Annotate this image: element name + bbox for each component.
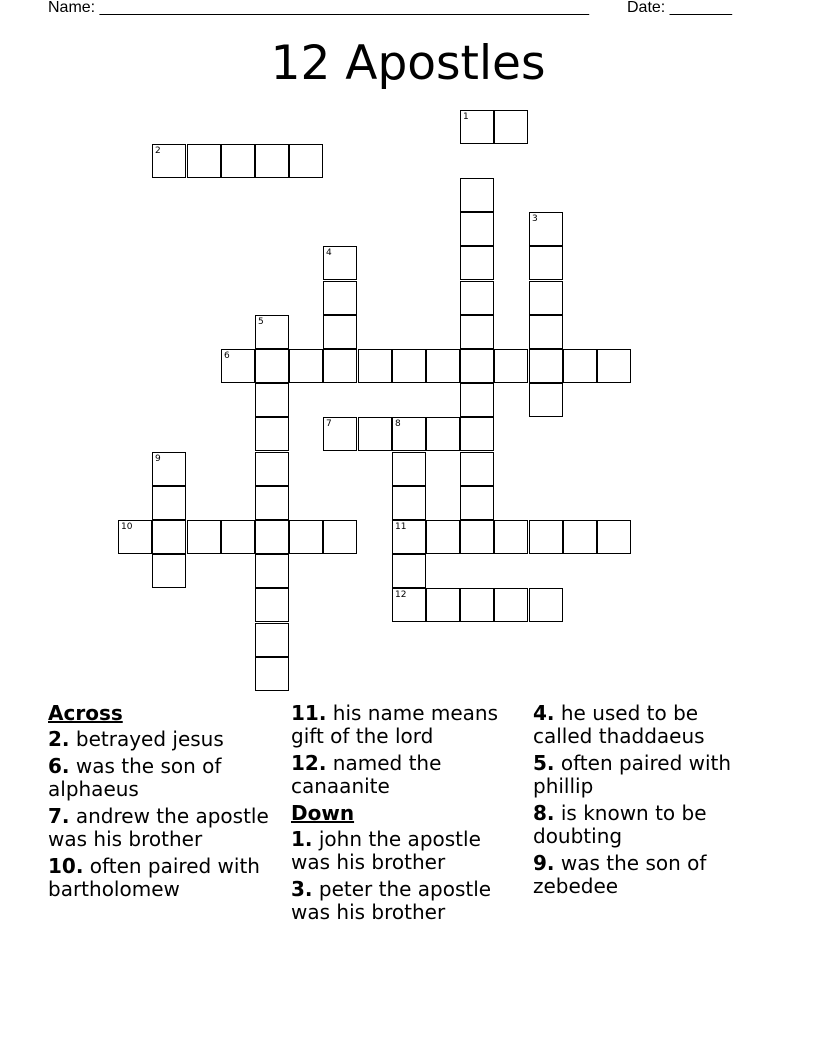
clue-text: named the canaanite	[291, 751, 442, 798]
clue-text: was the son of alphaeus	[48, 754, 222, 801]
cell-number: 4	[326, 248, 332, 258]
grid-cell[interactable]	[460, 212, 494, 246]
clue-text: was the son of zebedee	[533, 851, 707, 898]
grid-cell[interactable]	[563, 520, 597, 554]
grid-cell[interactable]	[426, 349, 460, 383]
grid-cell[interactable]	[392, 417, 426, 451]
grid-cell[interactable]	[426, 417, 460, 451]
grid-cell[interactable]	[323, 281, 357, 315]
grid-cell[interactable]	[255, 657, 289, 691]
clue-text: he used to be called thaddaeus	[533, 701, 705, 748]
clue-number: 1.	[291, 827, 313, 851]
cell-number: 12	[395, 590, 407, 600]
grid-cell[interactable]	[392, 452, 426, 486]
grid-cell[interactable]	[529, 520, 563, 554]
grid-cell[interactable]	[529, 588, 563, 622]
grid-cell[interactable]	[358, 417, 392, 451]
clue-text: john the apostle was his brother	[291, 827, 481, 874]
clue-item	[291, 878, 516, 924]
clue-number: 4.	[533, 701, 555, 725]
cell-number: 3	[532, 214, 538, 224]
clue-number: 5.	[533, 751, 555, 775]
grid-cell[interactable]	[323, 349, 357, 383]
grid-cell[interactable]	[460, 588, 494, 622]
grid-cell[interactable]	[563, 349, 597, 383]
cell-number: 2	[155, 146, 161, 156]
grid-cell[interactable]	[392, 349, 426, 383]
grid-cell[interactable]	[255, 383, 289, 417]
cell-number: 7	[326, 419, 332, 429]
grid-cell[interactable]	[597, 349, 631, 383]
clue-number: 7.	[48, 804, 70, 828]
grid-cell[interactable]	[529, 246, 563, 280]
cell-number: 6	[224, 351, 230, 361]
grid-cell[interactable]	[255, 554, 289, 588]
grid-cell[interactable]	[392, 554, 426, 588]
clue-item	[48, 755, 273, 801]
clue-item	[291, 828, 516, 874]
grid-cell[interactable]	[152, 144, 186, 178]
grid-cell[interactable]	[392, 520, 426, 554]
grid-cell[interactable]	[597, 520, 631, 554]
clue-number: 6.	[48, 754, 70, 778]
grid-cell[interactable]	[255, 623, 289, 657]
page-title: 12 Apostles	[270, 36, 546, 91]
clue-item	[291, 752, 516, 798]
clue-text: andrew the apostle was his brother	[48, 804, 269, 851]
grid-cell[interactable]	[289, 349, 323, 383]
grid-cell[interactable]	[152, 486, 186, 520]
grid-cell[interactable]	[460, 246, 494, 280]
grid-cell[interactable]	[460, 383, 494, 417]
clue-item	[533, 752, 758, 798]
grid-cell[interactable]	[460, 110, 494, 144]
grid-cell[interactable]	[460, 315, 494, 349]
clue-number: 3.	[291, 877, 313, 901]
grid-cell[interactable]	[392, 486, 426, 520]
grid-cell[interactable]	[255, 588, 289, 622]
grid-cell[interactable]	[323, 417, 357, 451]
grid-cell[interactable]	[323, 246, 357, 280]
grid-cell[interactable]	[152, 554, 186, 588]
grid-cell[interactable]	[221, 520, 255, 554]
grid-cell[interactable]	[460, 349, 494, 383]
grid-cell[interactable]	[494, 520, 528, 554]
grid-cell[interactable]	[255, 486, 289, 520]
grid-cell[interactable]	[255, 315, 289, 349]
grid-cell[interactable]	[255, 349, 289, 383]
grid-cell[interactable]	[289, 144, 323, 178]
cell-number: 9	[155, 454, 161, 464]
grid-cell[interactable]	[392, 588, 426, 622]
grid-cell[interactable]	[221, 349, 255, 383]
clue-item	[533, 802, 758, 848]
grid-cell[interactable]	[221, 144, 255, 178]
clue-column-2	[291, 702, 516, 928]
grid-cell[interactable]	[118, 520, 152, 554]
grid-cell[interactable]	[529, 383, 563, 417]
cell-number: 11	[395, 522, 407, 532]
grid-cell[interactable]	[460, 178, 494, 212]
clue-text: often paired with bartholomew	[48, 854, 260, 901]
grid-cell[interactable]	[152, 452, 186, 486]
grid-cell[interactable]	[426, 588, 460, 622]
grid-cell[interactable]	[460, 486, 494, 520]
grid-cell[interactable]	[323, 315, 357, 349]
grid-cell[interactable]	[255, 417, 289, 451]
clue-text: is known to be doubting	[533, 801, 707, 848]
clue-item	[48, 855, 273, 901]
clue-number: 11.	[291, 701, 327, 725]
clue-item	[533, 852, 758, 898]
clue-item	[48, 805, 273, 851]
clue-text: often paired with phillip	[533, 751, 732, 798]
grid-cell[interactable]	[460, 520, 494, 554]
grid-cell[interactable]	[529, 281, 563, 315]
clue-text: his name means gift of the lord	[291, 701, 499, 748]
clue-column-1	[48, 702, 273, 905]
clue-text: betrayed jesus	[75, 727, 224, 751]
down-heading: Down	[291, 801, 355, 825]
grid-cell[interactable]	[529, 349, 563, 383]
date-line: Date: _______	[627, 0, 732, 16]
grid-cell[interactable]	[529, 212, 563, 246]
cell-number: 8	[395, 419, 401, 429]
grid-cell[interactable]	[187, 144, 221, 178]
cell-number: 5	[258, 317, 264, 327]
grid-cell[interactable]	[460, 417, 494, 451]
grid-cell[interactable]	[358, 349, 392, 383]
grid-cell[interactable]	[494, 110, 528, 144]
grid-cell[interactable]	[187, 520, 221, 554]
cell-number: 1	[463, 112, 469, 122]
grid-cell[interactable]	[289, 520, 323, 554]
clue-text: peter the apostle was his brother	[291, 877, 492, 924]
clue-number: 9.	[533, 851, 555, 875]
grid-cell[interactable]	[255, 520, 289, 554]
name-line: Name: _______________________________________________________	[48, 0, 589, 16]
clue-item	[533, 702, 758, 748]
grid-cell[interactable]	[152, 520, 186, 554]
grid-cell[interactable]	[494, 588, 528, 622]
grid-cell[interactable]	[529, 315, 563, 349]
clue-column-3	[533, 702, 758, 902]
grid-cell[interactable]	[323, 520, 357, 554]
cell-number: 10	[121, 522, 133, 532]
clue-number: 2.	[48, 727, 70, 751]
grid-cell[interactable]	[255, 452, 289, 486]
grid-cell[interactable]	[494, 349, 528, 383]
clue-number: 10.	[48, 854, 84, 878]
clue-number: 12.	[291, 751, 327, 775]
clue-item	[48, 728, 273, 751]
clue-number: 8.	[533, 801, 555, 825]
grid-cell[interactable]	[255, 144, 289, 178]
across-heading: Across	[48, 701, 123, 725]
grid-cell[interactable]	[426, 520, 460, 554]
clue-item	[291, 702, 516, 748]
grid-cell[interactable]	[460, 281, 494, 315]
grid-cell[interactable]	[460, 452, 494, 486]
